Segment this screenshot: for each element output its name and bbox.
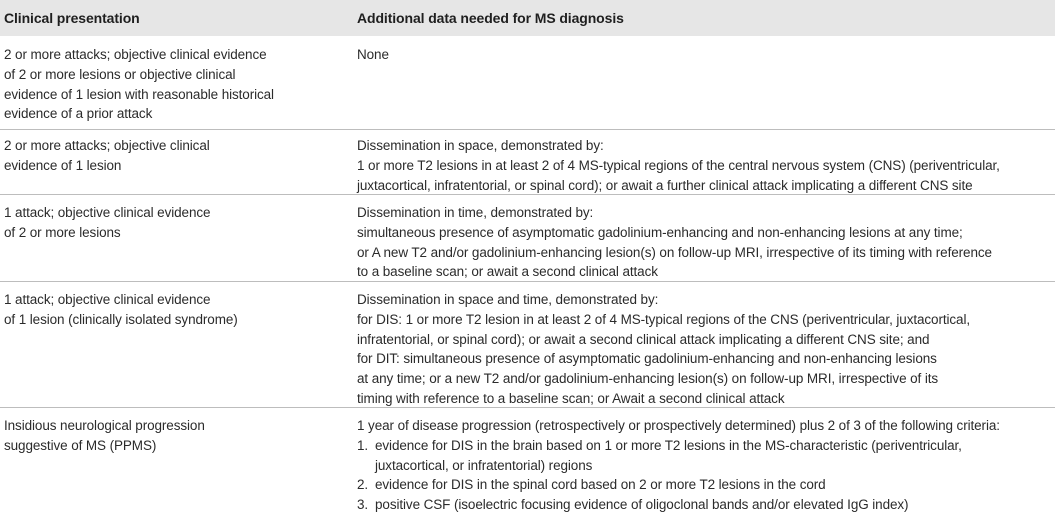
- presentation-line: 1 attack; objective clinical evidence: [4, 292, 211, 307]
- criteria-line: evidence for DIS in the brain based on 1 or more T2 lesions in the MS-characteristic (periventricular,: [375, 437, 962, 453]
- presentation-cell: [4, 416, 294, 456]
- presentation-line: evidence of 1 lesion: [4, 157, 122, 173]
- criteria-item: [357, 475, 1053, 495]
- presentation-line: of 1 lesion (clinically isolated syndrome): [4, 311, 238, 327]
- data-line: to a baseline scan; or await a second clinical attack: [357, 264, 658, 280]
- table-row: [0, 203, 1055, 282]
- additional-data-cell: [357, 290, 1053, 409]
- criteria-line: positive CSF (isoelectric focusing evidence of oligoclonal bands and/or elevated IgG index): [375, 497, 909, 513]
- data-line: Dissemination in space and time, demonstrated by:: [357, 292, 659, 307]
- data-line: for DIS: 1 or more T2 lesion in at least 2 of 4 MS-typical regions of the CNS (periventricular, juxtacortical,: [357, 311, 971, 327]
- presentation-cell: [4, 203, 294, 243]
- header-clinical-presentation: Clinical presentation: [4, 10, 140, 26]
- presentation-line: of 2 or more lesions or objective clinical: [4, 66, 236, 82]
- presentation-line: 1 attack; objective clinical evidence: [4, 205, 211, 220]
- header-additional-data: Additional data needed for MS diagnosis: [357, 10, 624, 26]
- presentation-line: 2 or more attacks; objective clinical evidence: [4, 47, 267, 62]
- data-line: Dissemination in time, demonstrated by:: [357, 205, 594, 220]
- criteria-item: [357, 495, 1053, 515]
- criteria-line: evidence for DIS in the spinal cord based on 2 or more T2 lesions in the cord: [375, 477, 826, 493]
- criteria-item: [357, 436, 1053, 476]
- additional-data-cell: [357, 136, 1053, 195]
- presentation-cell: [4, 136, 294, 176]
- presentation-line: of 2 or more lesions: [4, 224, 121, 240]
- presentation-line: Insidious neurological progression: [4, 418, 205, 433]
- table-row: [0, 136, 1055, 195]
- table-row: [0, 45, 1055, 130]
- presentation-line: suggestive of MS (PPMS): [4, 437, 157, 453]
- data-line: timing with reference to a baseline scan; or Await a second clinical attack: [357, 390, 785, 406]
- criteria-number: 2.: [357, 477, 369, 493]
- data-line: infratentorial, or spinal cord); or await a second clinical attack implicating a different CNS site; and: [357, 331, 930, 347]
- data-line: Dissemination in space, demonstrated by:: [357, 138, 604, 153]
- presentation-line: evidence of a prior attack: [4, 106, 153, 122]
- table-header: [0, 0, 1055, 36]
- data-intro: 1 year of disease progression (retrospectively or prospectively determined) plus 2 of 3 of the following criteria:: [357, 418, 1000, 433]
- additional-data-cell: [357, 416, 1053, 515]
- data-line: 1 or more T2 lesions in at least 2 of 4 MS-typical regions of the central nervous system (CNS) (periventricular,: [357, 157, 1000, 173]
- data-line: for DIT: simultaneous presence of asymptomatic gadolinium-enhancing and non-enhancing lesions: [357, 351, 937, 367]
- data-line: juxtacortical, infratentorial, or spinal cord); or await a further clinical attack implicating a different CNS site: [357, 177, 973, 193]
- data-line: simultaneous presence of asymptomatic gadolinium-enhancing and non-enhancing lesions at any time;: [357, 224, 963, 240]
- criteria-line: juxtacortical, or infratentorial) regions: [375, 457, 593, 473]
- data-line: or A new T2 and/or gadolinium-enhancing lesion(s) on follow-up MRI, irrespective of its timing with reference: [357, 244, 992, 260]
- criteria-number: 1.: [357, 437, 369, 453]
- table-row: [0, 416, 1055, 515]
- presentation-cell: [4, 45, 294, 124]
- presentation-cell: [4, 290, 294, 330]
- table-row: [0, 290, 1055, 408]
- data-line: at any time; or a new T2 and/or gadolinium-enhancing lesion(s) on follow-up MRI, irrespective of its: [357, 371, 939, 387]
- criteria-list: [357, 436, 1053, 515]
- additional-data-cell: [357, 45, 1053, 65]
- additional-data-cell: [357, 203, 1053, 282]
- data-line: None: [357, 47, 389, 62]
- presentation-line: evidence of 1 lesion with reasonable historical: [4, 86, 274, 102]
- criteria-number: 3.: [357, 497, 369, 513]
- presentation-line: 2 or more attacks; objective clinical: [4, 138, 210, 153]
